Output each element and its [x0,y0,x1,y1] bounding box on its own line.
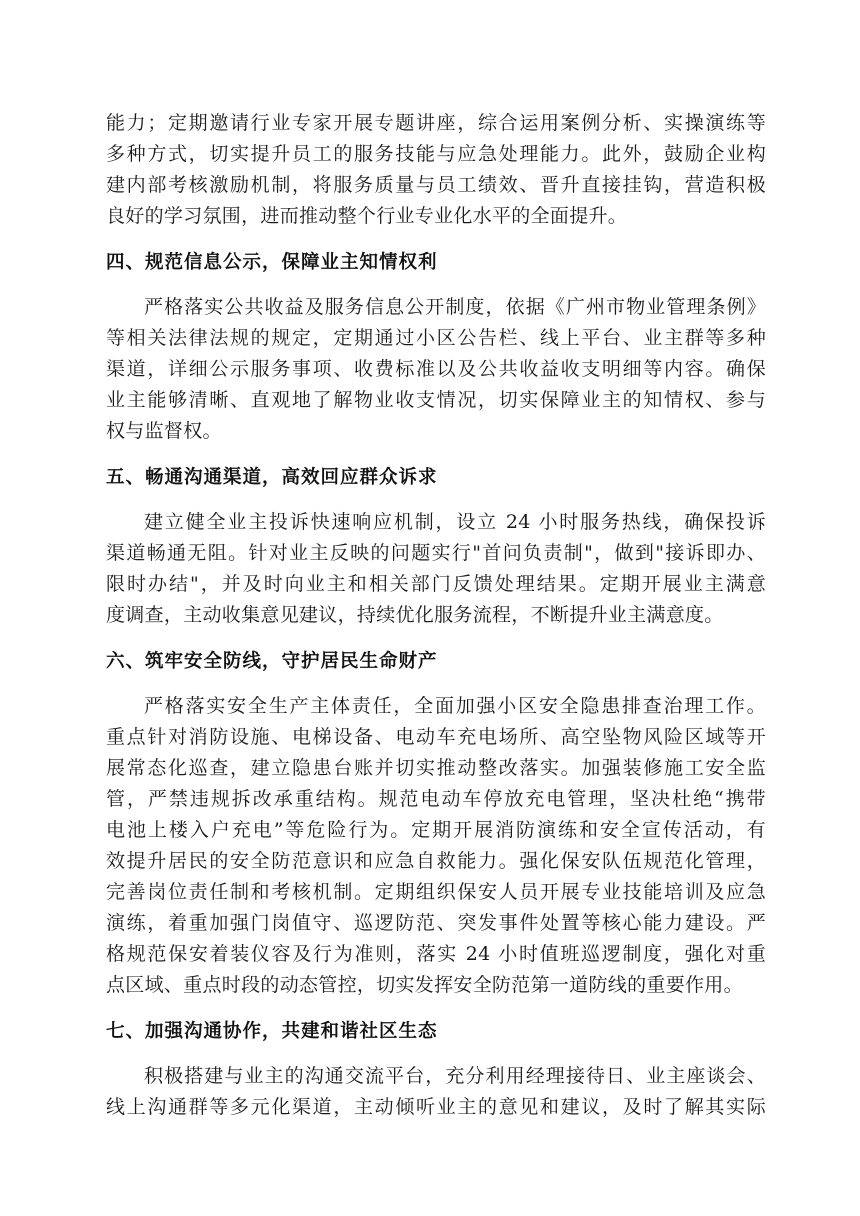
text-line: 演练，着重加强门岗值守、巡逻防范、突发事件处置等核心能力建设。严 [106,912,766,934]
text-line: 电池上楼入户充电”等危险行为。定期开展消防演练和安全宣传活动，有 [106,819,766,841]
text-line: 展常态化巡查，建立隐患台账并切实推动整改落实。加强装修施工安全监 [106,757,766,779]
text-line: 能力；定期邀请行业专家开展专题讲座，综合运用案例分析、实操演练等 [106,112,766,134]
text-line: 线上沟通群等多元化渠道，主动倾听业主的意见和建议，及时了解其实际 [106,1096,766,1118]
section-paragraph-5 [106,507,766,631]
intro-paragraph [106,108,766,232]
text-line: 格规范保安着装仪容及行为准则，落实 24 小时值班巡逻制度，强化对重 [106,943,766,965]
text-line: 严格落实公共收益及服务信息公开制度，依据《广州市物业管理条例》 [144,296,766,318]
text-line: 良好的学习氛围，进而推动整个行业专业化水平的全面提升。 [106,205,628,227]
section-heading-4: 四、规范信息公示，保障业主知情权利 [106,252,438,273]
text-line: 度调查，主动收集意见建议，持续优化服务流程，不断提升业主满意度。 [106,604,724,626]
document-page [106,108,766,1123]
text-line: 效提升居民的安全防范意识和应急自救能力。强化保安队伍规范化管理， [106,850,766,872]
text-line: 限时办结"，并及时向业主和相关部门反馈处理结果。定期开展业主满意 [106,573,766,595]
text-line: 完善岗位责任制和考核机制。定期组织保安人员开展专业技能培训及应急 [106,881,766,903]
text-line: 权与监督权。 [106,420,222,442]
text-line: 等相关法律法规的规定，定期通过小区公告栏、线上平台、业主群等多种 [106,327,766,349]
section-heading-7: 七、加强沟通协作，共建和谐社区生态 [106,1021,438,1042]
text-line: 点区域、重点时段的动态管控，切实发挥安全防范第一道防线的重要作用。 [106,974,743,996]
section-paragraph-7 [106,1061,766,1123]
text-line: 管，严禁违规拆改承重结构。规范电动车停放充电管理，坚决杜绝“携带 [106,788,766,810]
text-line: 积极搭建与业主的沟通交流平台，充分利用经理接待日、业主座谈会、 [144,1065,766,1087]
section-paragraph-6 [106,691,766,1001]
text-line: 多种方式，切实提升员工的服务技能与应急处理能力。此外，鼓励企业构 [106,143,766,165]
text-line: 渠道畅通无阻。针对业主反映的问题实行"首问负责制"，做到"接诉即办、 [106,542,766,564]
text-line: 严格落实安全生产主体责任，全面加强小区安全隐患排查治理工作。 [144,695,766,717]
text-line: 重点针对消防设施、电梯设备、电动车充电场所、高空坠物风险区域等开 [106,726,766,748]
section-paragraph-4 [106,292,766,447]
text-line: 业主能够清晰、直观地了解物业收支情况，切实保障业主的知情权、参与 [106,389,766,411]
text-line: 建立健全业主投诉快速响应机制，设立 24 小时服务热线，确保投诉 [144,511,766,533]
text-line: 渠道，详细公示服务事项、收费标准以及公共收益收支明细等内容。确保 [106,358,766,380]
text-line: 建内部考核激励机制，将服务质量与员工绩效、晋升直接挂钩，营造积极 [106,174,766,196]
section-heading-6: 六、筑牢安全防线，守护居民生命财产 [106,651,438,672]
section-heading-5: 五、畅通沟通渠道，高效回应群众诉求 [106,467,438,488]
